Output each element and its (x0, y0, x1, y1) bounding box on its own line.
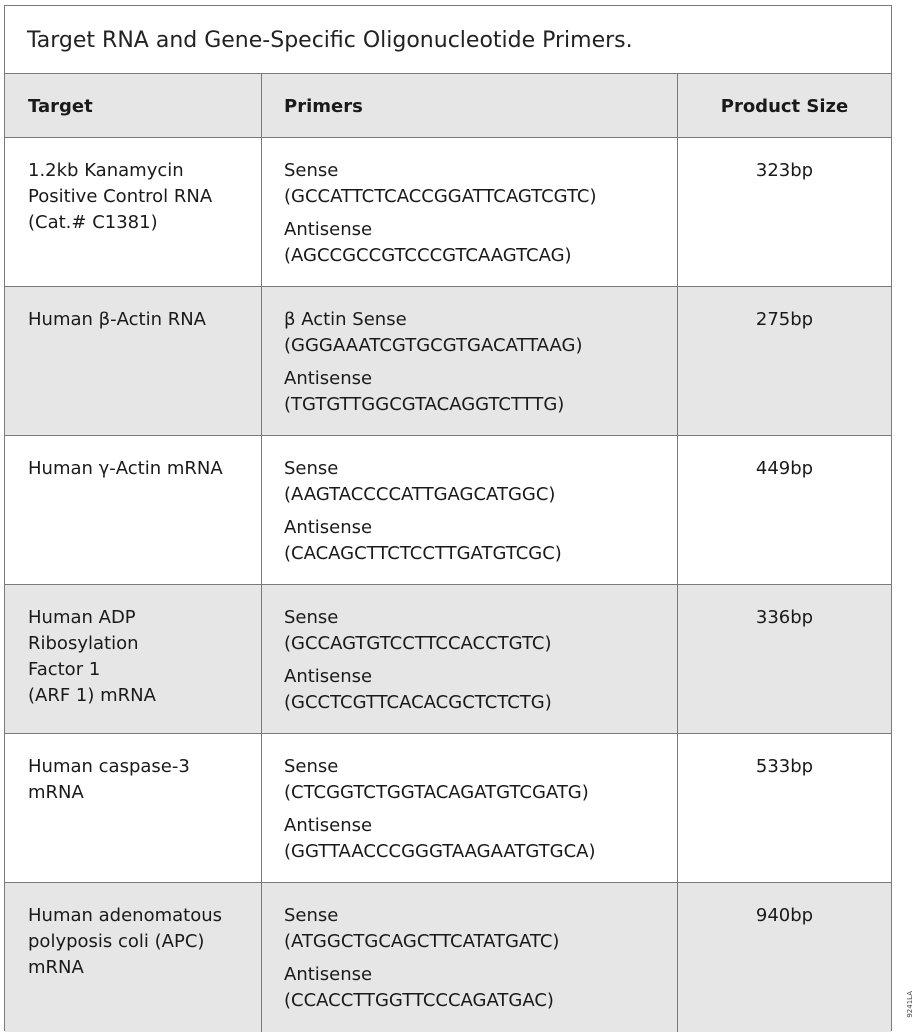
primers-cell (262, 585, 678, 733)
sense-sequence: (GCCAGTGTCCTTCCACCTGTC) (284, 633, 552, 654)
antisense-label: Antisense (284, 815, 373, 836)
product-size-cell: 336bp (755, 607, 814, 628)
primers-cell (262, 138, 678, 286)
antisense-sequence: (AGCCGCCGTCCCGTCAAGTCAG) (284, 245, 572, 266)
sense-label: Sense (284, 756, 339, 777)
antisense-sequence: (GCCTCGTTCACACGCTCTCTG) (284, 692, 552, 713)
antisense-label: Antisense (284, 368, 373, 389)
target-cell (5, 734, 262, 882)
sense-label: Sense (284, 160, 339, 181)
product-size-cell: 449bp (755, 458, 814, 479)
primers-cell (262, 883, 678, 1032)
table-row (5, 734, 891, 883)
table-title: Target RNA and Gene-Specific Oligonucleotide Primers. (5, 6, 891, 74)
sense-sequence: (GGGAAATCGTGCGTGACATTAAG) (284, 335, 583, 356)
header-primers: Primers (262, 74, 678, 137)
header-product-size: Product Size (720, 96, 849, 117)
table-row (5, 436, 891, 585)
product-size-cell: 323bp (755, 160, 814, 181)
target-line: Human ADP (28, 607, 136, 628)
target-line: Ribosylation (28, 633, 139, 654)
target-line: Human γ-Actin mRNA (28, 458, 223, 479)
target-line: mRNA (28, 782, 84, 803)
figure-code: 9241LA (906, 991, 914, 1018)
target-cell (5, 883, 262, 1032)
table-row (5, 585, 891, 734)
table-row (5, 287, 891, 436)
target-line: polyposis coli (APC) (28, 931, 205, 952)
target-line: Human β-Actin RNA (28, 309, 206, 330)
sense-sequence: (ATGGCTGCAGCTTCATATGATC) (284, 931, 560, 952)
target-line: Factor 1 (28, 659, 101, 680)
table-row (5, 883, 891, 1032)
primers-cell (262, 436, 678, 584)
primers-cell (262, 287, 678, 435)
header-row (5, 74, 891, 138)
table-row (5, 138, 891, 287)
antisense-sequence: (GGTTAACCCGGGTAAGAATGTGCA) (284, 841, 596, 862)
primer-table (4, 5, 892, 1031)
antisense-label: Antisense (284, 964, 373, 985)
sense-label: Sense (284, 458, 339, 479)
target-line: 1.2kb Kanamycin (28, 160, 184, 181)
target-cell (5, 138, 262, 286)
antisense-label: Antisense (284, 517, 373, 538)
antisense-label: Antisense (284, 666, 373, 687)
sense-sequence: (AAGTACCCCATTGAGCATGGC) (284, 484, 556, 505)
target-line: Human adenomatous (28, 905, 223, 926)
sense-label: β Actin Sense (284, 309, 407, 330)
antisense-label: Antisense (284, 219, 373, 240)
product-size-cell: 275bp (755, 309, 814, 330)
sense-sequence: (CTCGGTCTGGTACAGATGTCGATG) (284, 782, 589, 803)
header-target: Target (5, 74, 262, 137)
target-cell (5, 287, 262, 435)
target-cell (5, 585, 262, 733)
target-line: Human caspase-3 (28, 756, 190, 777)
target-line: (ARF 1) mRNA (28, 685, 156, 706)
antisense-sequence: (CACAGCTTCTCCTTGATGTCGC) (284, 543, 562, 564)
target-line: Positive Control RNA (28, 186, 213, 207)
sense-sequence: (GCCATTCTCACCGGATTCAGTCGTC) (284, 186, 597, 207)
sense-label: Sense (284, 905, 339, 926)
sense-label: Sense (284, 607, 339, 628)
product-size-cell: 940bp (755, 905, 814, 926)
target-cell (5, 436, 262, 584)
antisense-sequence: (CCACCTTGGTTCCCAGATGAC) (284, 990, 554, 1011)
primers-cell (262, 734, 678, 882)
target-line: (Cat.# C1381) (28, 212, 158, 233)
antisense-sequence: (TGTGTTGGCGTACAGGTCTTTG) (284, 394, 565, 415)
product-size-cell: 533bp (755, 756, 814, 777)
target-line: mRNA (28, 957, 84, 978)
